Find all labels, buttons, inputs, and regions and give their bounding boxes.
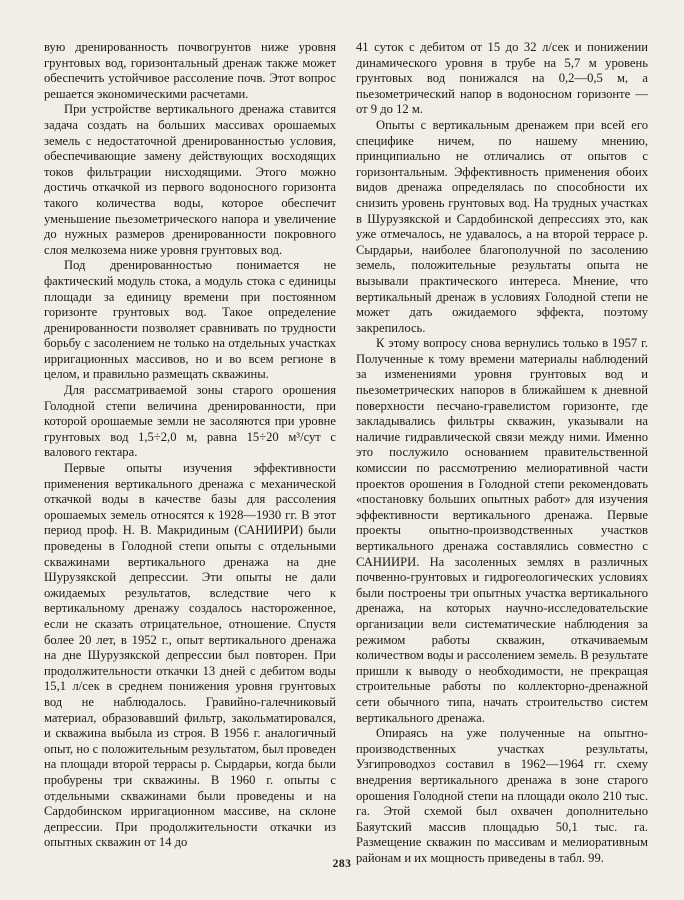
paragraph: Под дренированностью понимается не фактический модуль стока, а модуль стока с единицы площади за единицу времени при постоянном горизонте грунтовых вод. Такое определение дренированности позволяет сравнивать по трудности борьбу с засолением не только на отдельных участках ирригационных массивов, но и во всем регионе в целом, и правильно размещать скважины.	[44, 258, 336, 382]
paragraph: Опыты с вертикальным дренажем при всей его специфике ничем, по нашему мнению, принципиально не отличались от опытов с горизонтальным. Эффективность применения обоих видов дренажа определялась по способности их снизить уровень грунтовых вод. На трудных участках в Шурузякской и Сардобинской депрессиях это, как уже отмечалось, не удавалось, а на второй террасе р. Сырдарьи, наиболее благополучной по засолению земель, положительные результаты опыта не вызывали практического интереса. Мнение, что вертикальный дренаж в условиях Голодной степи не может дать ожидаемого эффекта, поэтому закрепилось.	[356, 117, 648, 335]
right-column	[356, 40, 648, 866]
paragraph: Опираясь на уже полученные на опытно-производственных участках результаты, Узгипроводхоз составил в 1962—1964 гг. схему внедрения вертикального дренажа в зоне старого орошения Голодной степи на площади около 210 тыс. га. Этой схемой был охвачен дополнительно Баяутский массив площадью 50,1 тыс. га. Размещение скважин по массивам и мелиоративным районам и их мощность приведены в табл. 99.	[356, 726, 648, 865]
paragraph: 41 суток с дебитом от 15 до 32 л/сек и понижении динамического уровня в трубе на 5,7 м уровень грунтовых вод понижался на 0,2—0,5 м, а пьезометрический напор в водоносном горизонте — от 9 до 12 м.	[356, 40, 648, 117]
paragraph: При устройстве вертикального дренажа ставится задача создать на больших массивах орошаемых земель с недостаточной дренированностью условия, обеспечивающие замену действующих восходящих токов фильтрации нисходящими. Этого можно достичь откачкой из первого водоносного горизонта такого количества воды, которое обеспечит уменьшение пьезометрического напора и увеличение до нужных размеров дренированности покровного слоя мелкозема ниже уровня грунтовых вод.	[44, 102, 336, 257]
paragraph: Первые опыты изучения эффективности применения вертикального дренажа с механической откачкой воды в качестве базы для рассоления орошаемых земель относятся к 1928—1930 гг. В этот период проф. Н. В. Макридиным (САНИИРИ) были проведены в Голодной степи опыты с отдельными скважинами вертикального дренажа на дне Шурузякской депрессии. Эти опыты не дали ожидаемых результатов, вследствие чего к вертикальному дренажу создалось настороженное, если не сказать отрицательное, отношение. Спустя более 20 лет, в 1952 г., опыт вертикального дренажа на дне Шурузякской депрессии был повторен. При продолжительности откачки 13 дней с дебитом воды 15,1 л/сек в среднем понижения уровня грунтовых вод не наблюдалось. Гравийно-галечниковый материал, образовавший фильтр, закольматировался, и скважина выбыла из строя. В 1956 г. аналогичный опыт, но с положительным результатом, был проведен на площади второй террасы р. Сырдарьи, когда были пробурены три скважины. В 1960 г. опыты с отдельными скважинами были проведены и на Сардобинском ирригационном массиве, на склоне депрессии. При продолжительности откачки из опытных скважин от 14 до	[44, 461, 336, 850]
left-column	[44, 40, 336, 851]
page-number: 283	[332, 858, 352, 870]
paragraph: вую дренированность почвогрунтов ниже уровня грунтовых вод, горизонтальный дренаж также может обеспечить устойчивое рассоление почв. Этот вопрос решается экономическими расчетами.	[44, 40, 336, 101]
paragraph: К этому вопросу снова вернулись только в 1957 г. Полученные к тому времени материалы наблюдений за изменениями уровня грунтовых вод и пьезометрических напоров в ближайшем к дневной поверхности песчано-гравелистом горизонте, где закладывались фильтры скважин, указывали на наличие гидравлической связи между ними. Именно это послужило основанием правительственной комиссии по рассмотрению мелиоративной части проектов орошения в Голодной степи рекомендовать «постановку больших опытных работ» для изучения эффективности вертикального дренажа. Первые проекты опытно-производственных участков вертикального дренажа составлялись совместно с САНИИРИ. На засоленных землях в различных почвенно-грунтовых и гидрогеологических условиях были построены три опытных участка вертикального дренажа, на которых научно-исследовательские организации вели систематические наблюдения за режимом работы скважин, откачиваемым количеством воды и рассолением земель. В результате пришли к выводу о необходимости, не прекращая строительные работы по коллекторно-дренажной сети обычного типа, начать строительство систем вертикального дренажа.	[356, 336, 649, 725]
paragraph: Для рассматриваемой зоны старого орошения Голодной степи величина дренированности, при которой орошаемые земли не засоляются при уровне грунтовых вод 1,5÷2,0 м, равна 15÷20 м³/сут с валового гектара.	[44, 383, 336, 460]
